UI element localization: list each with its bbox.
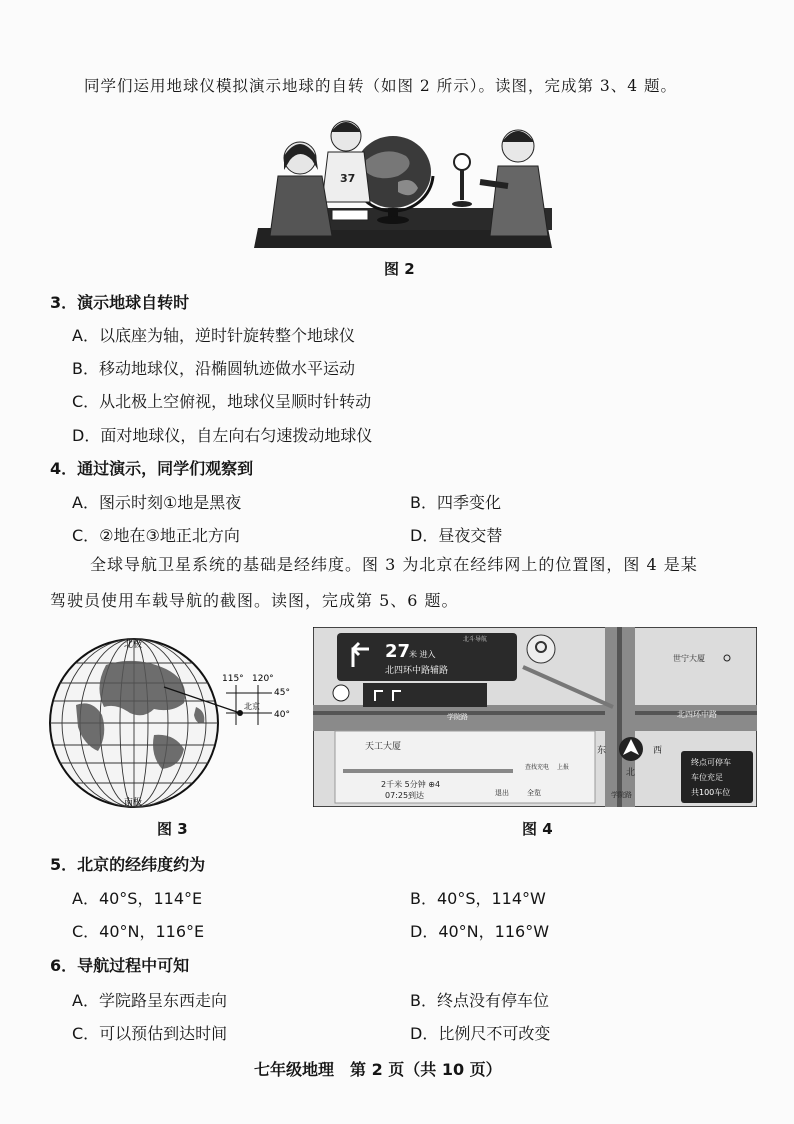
nav-overview-button: 全览 [527, 789, 541, 797]
road-label-2: 北四环中路 [677, 710, 717, 719]
lat-label-40: 40° [274, 710, 290, 720]
question-5-option-b[interactable]: B．40°S，114°W [410, 889, 546, 908]
figure-2-illustration [248, 112, 560, 250]
question-3-option-d[interactable]: D．面对地球仪，自左向右匀速拨动地球仪 [72, 426, 373, 445]
nav-exit-button: 退出 [495, 789, 509, 797]
nav-btn-1: 查找充电 [525, 764, 550, 771]
shirt-number: 37 [340, 172, 356, 185]
question-4-option-a[interactable]: A．图示时刻①地是黑夜 [72, 493, 242, 512]
figure-3-globe-map [46, 635, 296, 813]
landmark-1: 世宁大厦 [673, 654, 705, 663]
lon-label-120: 120° [252, 674, 274, 684]
nav-btn-2: 上报 [557, 764, 570, 771]
intro-paragraph-2-line-2: 驾驶员使用车载导航的截图。读图，完成第 5、6 题。 [50, 591, 459, 610]
question-4-option-b[interactable]: B．四季变化 [410, 493, 501, 512]
nav-trip-info: 2千米 5分钟 ⊕4 [381, 780, 441, 789]
question-3-option-a[interactable]: A．以底座为轴，逆时针旋转整个地球仪 [72, 326, 355, 345]
lon-label-115: 115° [222, 674, 244, 684]
dir-east: 东 [597, 746, 607, 756]
question-4-stem: 4．通过演示，同学们观察到 [50, 459, 254, 478]
intro-paragraph-1: 同学们运用地球仪模拟演示地球的自转（如图 2 所示）。读图，完成第 3、4 题。 [84, 77, 678, 95]
question-6-stem: 6．导航过程中可知 [50, 956, 190, 975]
question-3-stem: 3．演示地球自转时 [50, 293, 190, 312]
north-pole-label: 北极 [124, 640, 143, 650]
intro-paragraph-2-line-1: 全球导航卫星系统的基础是经纬度。图 3 为北京在经纬网上的位置图，图 4 是某 [90, 555, 698, 574]
question-5-option-a[interactable]: A．40°S，114°E [72, 889, 203, 908]
nav-road-name: 北四环中路辅路 [385, 666, 449, 676]
parking-line-1: 终点可停车 [691, 758, 731, 767]
nav-distance: 27 [385, 641, 411, 662]
question-3-option-c[interactable]: C．从北极上空俯视，地球仪呈顺时针转动 [72, 392, 372, 411]
dir-north: 北 [626, 768, 636, 778]
landmark-2: 天工大厦 [365, 742, 402, 752]
figure-4-caption: 图 4 [522, 820, 553, 838]
beijing-label: 北京 [244, 702, 260, 711]
question-4-option-c[interactable]: C．②地在③地正北方向 [72, 526, 240, 545]
parking-line-2: 车位充足 [691, 773, 723, 782]
question-6-option-a[interactable]: A．学院路呈东西走向 [72, 991, 227, 1010]
figure-4-navigation-screen [313, 627, 757, 807]
question-5-option-c[interactable]: C．40°N，116°E [72, 922, 205, 941]
question-5-option-d[interactable]: D．40°N，116°W [410, 922, 550, 941]
nav-arrival-time: 07:25到达 [385, 791, 425, 800]
figure-2-caption: 图 2 [384, 260, 415, 278]
question-6-option-c[interactable]: C．可以预估到达时间 [72, 1024, 228, 1043]
lat-label-45: 45° [274, 688, 290, 698]
question-6-option-b[interactable]: B．终点没有停车位 [410, 991, 549, 1010]
nav-distance-unit: 米 进入 [409, 650, 436, 659]
figure-3-caption: 图 3 [157, 820, 188, 838]
dir-west: 西 [653, 746, 663, 756]
question-5-stem: 5．北京的经纬度约为 [50, 855, 206, 874]
question-4-option-d[interactable]: D．昼夜交替 [410, 526, 503, 545]
nav-speed-label: 北斗导航 [463, 636, 488, 643]
road-label-1: 学院路 [611, 791, 632, 799]
question-6-option-d[interactable]: D．比例尺不可改变 [410, 1024, 551, 1043]
parking-line-3: 共100车位 [691, 788, 731, 797]
question-3-option-b[interactable]: B．移动地球仪，沿椭圆轨迹做水平运动 [72, 359, 355, 378]
south-pole-label: 南极 [124, 798, 143, 808]
page-footer: 七年级地理 第 2 页（共 10 页） [254, 1060, 502, 1079]
road-label-1-top: 学院路 [447, 713, 468, 721]
